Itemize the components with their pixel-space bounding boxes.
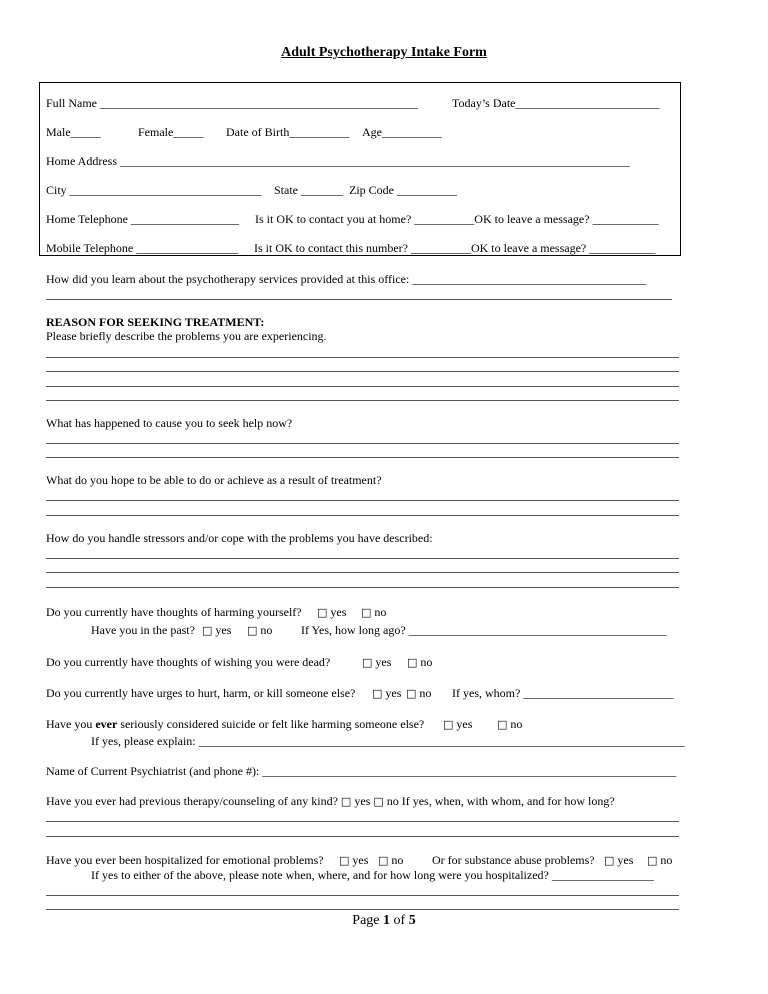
age-field[interactable]: Age__________ bbox=[362, 125, 442, 139]
answer-line[interactable] bbox=[46, 836, 679, 837]
answer-line[interactable] bbox=[46, 909, 679, 910]
hurt-others-no-option[interactable]: □ no bbox=[406, 686, 432, 700]
todays-date-field[interactable]: Today’s Date________________________ bbox=[452, 96, 660, 110]
checkbox-icon[interactable]: □ bbox=[373, 795, 384, 808]
full-name-field[interactable]: Full Name _____________________________________________________ bbox=[46, 96, 418, 110]
previous-therapy-question: Have you ever had previous therapy/counseling of any kind? □ yes □ no If yes, when, with whom, and for how long? bbox=[46, 794, 615, 808]
learn-about-question[interactable]: How did you learn about the psychotherapy services provided at this office: _______________________________________ bbox=[46, 272, 647, 286]
hospitalization-detail-field[interactable]: If yes to either of the above, please note when, where, and for how long were you hospitalized? _________________ bbox=[91, 868, 654, 882]
answer-line[interactable] bbox=[46, 821, 679, 822]
female-field[interactable]: Female_____ bbox=[138, 125, 204, 139]
harm-past-question: Have you in the past? bbox=[91, 623, 195, 637]
treatment-goals-question: What do you hope to be able to do or achieve as a result of treatment? bbox=[46, 473, 382, 487]
male-field[interactable]: Male_____ bbox=[46, 125, 101, 139]
checkbox-icon[interactable]: □ bbox=[604, 854, 615, 867]
suicide-no-option[interactable]: □ no bbox=[497, 717, 523, 731]
answer-line[interactable] bbox=[46, 895, 679, 896]
answer-line[interactable] bbox=[46, 457, 679, 458]
checkbox-icon[interactable]: □ bbox=[247, 624, 258, 637]
harm-past-no-option[interactable]: □ no bbox=[247, 623, 273, 637]
answer-line[interactable] bbox=[46, 357, 679, 358]
answer-line[interactable] bbox=[46, 558, 679, 559]
home-contact-ok-field[interactable]: Is it OK to contact you at home? __________OK to leave a message? ___________ bbox=[255, 212, 659, 226]
harm-past-yes-option[interactable]: □ yes bbox=[202, 623, 232, 637]
date-of-birth-field[interactable]: Date of Birth__________ bbox=[226, 125, 350, 139]
suicide-explain-field[interactable]: If yes, please explain: _________________________________________________________________________________ bbox=[91, 734, 685, 748]
harm-self-question: Do you currently have thoughts of harming yourself? bbox=[46, 605, 302, 619]
checkbox-icon[interactable]: □ bbox=[443, 718, 454, 731]
checkbox-icon[interactable]: □ bbox=[406, 687, 417, 700]
answer-line[interactable] bbox=[46, 500, 679, 501]
home-telephone-field[interactable]: Home Telephone __________________ bbox=[46, 212, 239, 226]
checkbox-icon[interactable]: □ bbox=[202, 624, 213, 637]
hospitalized-question: Have you ever been hospitalized for emotional problems? bbox=[46, 853, 324, 867]
coping-question: How do you handle stressors and/or cope with the problems you have described: bbox=[46, 531, 433, 545]
answer-line[interactable] bbox=[46, 371, 679, 372]
checkbox-icon[interactable]: □ bbox=[339, 854, 350, 867]
checkbox-icon[interactable]: □ bbox=[340, 795, 352, 808]
page-number: Page 1 of 5 bbox=[352, 913, 416, 928]
checkbox-icon[interactable]: □ bbox=[407, 656, 418, 669]
checkbox-icon[interactable]: □ bbox=[317, 606, 328, 619]
answer-line[interactable] bbox=[46, 515, 679, 516]
substance-abuse-question: Or for substance abuse problems? bbox=[432, 853, 595, 867]
mobile-contact-ok-field[interactable]: Is it OK to contact this number? __________OK to leave a message? ___________ bbox=[254, 241, 656, 255]
state-field[interactable]: State _______ bbox=[274, 183, 343, 197]
answer-line[interactable] bbox=[46, 587, 679, 588]
answer-line[interactable] bbox=[46, 299, 672, 300]
wish-dead-no-option[interactable]: □ no bbox=[407, 655, 433, 669]
wish-dead-question: Do you currently have thoughts of wishing you were dead? bbox=[46, 655, 331, 669]
suicide-question: Have you ever seriously considered suicide or felt like harming someone else? bbox=[46, 717, 425, 731]
checkbox-icon[interactable]: □ bbox=[497, 718, 508, 731]
city-field[interactable]: City ________________________________ bbox=[46, 183, 262, 197]
hospitalized-no-option[interactable]: □ no bbox=[378, 853, 404, 867]
hospitalized-yes-option[interactable]: □ yes bbox=[339, 853, 369, 867]
therapy-no-option[interactable]: □ no bbox=[373, 794, 399, 808]
seek-help-now-question: What has happened to cause you to seek help now? bbox=[46, 416, 293, 430]
reason-heading: REASON FOR SEEKING TREATMENT: bbox=[46, 315, 265, 329]
answer-line[interactable] bbox=[46, 443, 679, 444]
checkbox-icon[interactable]: □ bbox=[647, 854, 658, 867]
answer-line[interactable] bbox=[46, 386, 679, 387]
zip-code-field[interactable]: Zip Code __________ bbox=[349, 183, 457, 197]
hurt-others-question: Do you currently have urges to hurt, harm, or kill someone else? bbox=[46, 686, 356, 700]
hurt-others-yes-option[interactable]: □ yes bbox=[372, 686, 402, 700]
substance-no-option[interactable]: □ no bbox=[647, 853, 673, 867]
harm-self-no-option[interactable]: □ no bbox=[361, 605, 387, 619]
substance-yes-option[interactable]: □ yes bbox=[604, 853, 634, 867]
checkbox-icon[interactable]: □ bbox=[372, 687, 383, 700]
answer-line[interactable] bbox=[46, 400, 679, 401]
harm-self-yes-option[interactable]: □ yes bbox=[317, 605, 347, 619]
suicide-yes-option[interactable]: □ yes bbox=[443, 717, 473, 731]
checkbox-icon[interactable]: □ bbox=[378, 854, 389, 867]
harm-past-how-long-field[interactable]: If Yes, how long ago? ___________________________________________ bbox=[301, 623, 667, 637]
checkbox-icon[interactable]: □ bbox=[361, 606, 372, 619]
reason-instructions: Please briefly describe the problems you are experiencing. bbox=[46, 329, 327, 343]
mobile-telephone-field[interactable]: Mobile Telephone _________________ bbox=[46, 241, 239, 255]
wish-dead-yes-option[interactable]: □ yes bbox=[362, 655, 392, 669]
hurt-others-whom-field[interactable]: If yes, whom? _________________________ bbox=[452, 686, 674, 700]
therapy-yes-option[interactable]: □ yes bbox=[340, 794, 371, 808]
home-address-field[interactable]: Home Address _____________________________________________________________________________________ bbox=[46, 154, 630, 168]
form-title: Adult Psychotherapy Intake Form bbox=[281, 45, 487, 60]
answer-line[interactable] bbox=[46, 572, 679, 573]
current-psychiatrist-field[interactable]: Name of Current Psychiatrist (and phone #): _____________________________________________________________________ bbox=[46, 764, 677, 778]
checkbox-icon[interactable]: □ bbox=[362, 656, 373, 669]
